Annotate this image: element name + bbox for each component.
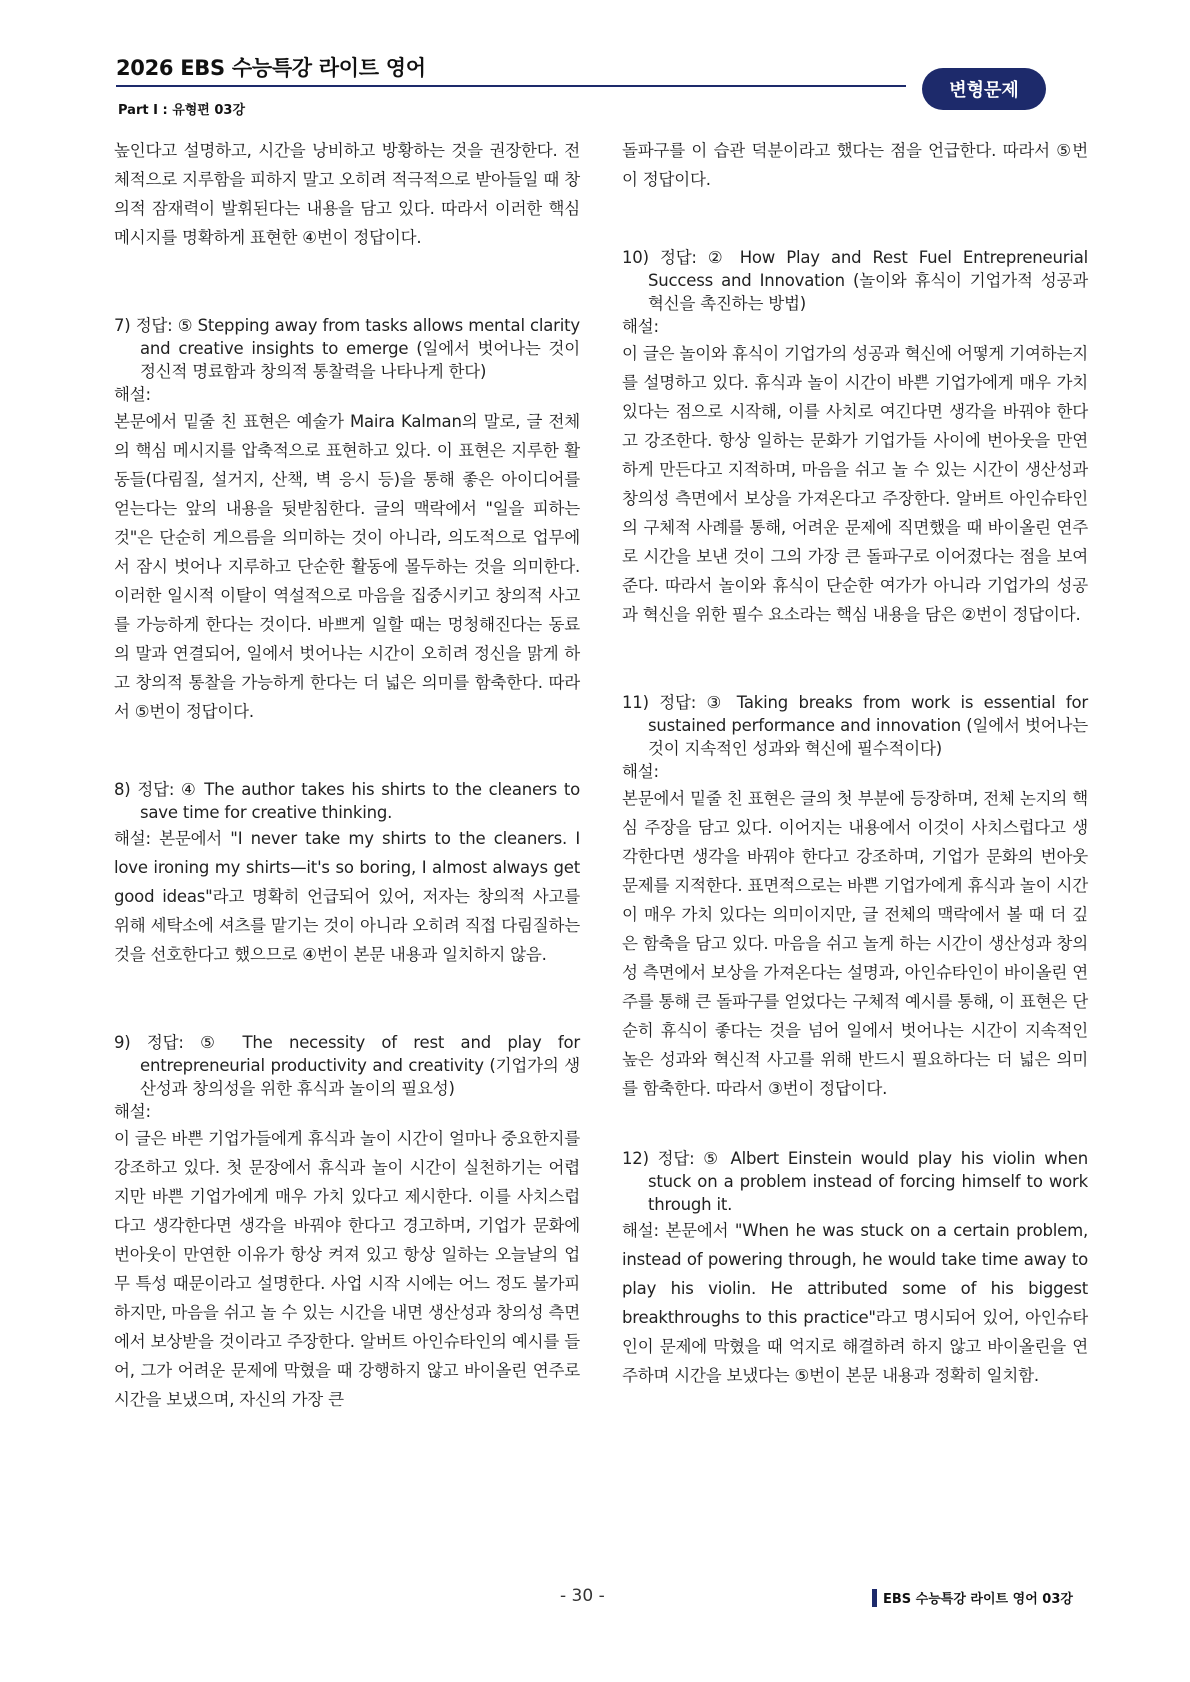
q7-explanation: 본문에서 밑줄 친 표현은 예술가 Maira Kalman의 말로, 글 전체의 핵심 메시지를 압축적으로 표현하고 있다. 이 표현은 지루한 활동들(다림질, 설거지, 산책, 벽 응시 등)을 통해 좋은 아이디어를 얻는다는 앞의 내용을 뒷받침한다. 글의 맥락에서 "일을 피하는 것"은 단순히 게으름을 의미하는 것이 아니라, 의도적으로 업무에서 잠시 벗어나 지루하고 단순한 활동에 몰두하는 것을 의미한다. 이러한 일시적 이탈이 역설적으로 마음을 집중시키고 창의적 사고를 가능하게 한다는 것이다. 바쁘게 일할 때는 멍청해진다는 동료의 말과 연결되어, 일에서 벗어나는 시간이 오히려 정신을 맑게 하고 창의적 통찰을 가능하게 한다는 더 넓은 의미를 함축한다. 따라서 ⑤번이 정답이다. <box>114 412 580 721</box>
footer-brand-text: EBS 수능특강 라이트 영어 03강 <box>883 1592 1073 1607</box>
q6-explanation-continued: 높인다고 설명하고, 시간을 낭비하고 방황하는 것을 권장한다. 전체적으로 지루함을 피하지 말고 오히려 적극적으로 받아들일 때 창의적 잠재력이 발휘된다는 내용을 담고 있다. 따라서 이러한 핵심 메시지를 명확하게 표현한 ④번이 정답이다. <box>114 141 580 247</box>
page-number: - 30 - <box>560 1586 605 1606</box>
header-subtitle: Part Ⅰ : 유형편 03강 <box>118 103 246 118</box>
q10-explanation-label: 해설: <box>622 317 659 336</box>
q11-explanation-label: 해설: <box>622 762 659 781</box>
q8-answer: 8) 정답: ④ The author takes his shirts to the cleaners to save time for creative thinking. <box>114 780 580 822</box>
right-column <box>622 136 1088 1390</box>
q7-explanation-label: 해설: <box>114 385 151 404</box>
q9-explanation: 이 글은 바쁜 기업가들에게 휴식과 놀이 시간이 얼마나 중요한지를 강조하고 있다. 첫 문장에서 휴식과 놀이 시간이 실천하기는 어렵지만 바쁜 기업가에게 매우 가치 있다고 제시한다. 이를 사치스럽다고 생각한다면 생각을 바꿔야 한다고 경고하며, 기업가 문화에 번아웃이 만연한 이유가 항상 켜져 있고 항상 일하는 오늘날의 업무 특성 때문이라고 설명한다. 사업 시작 시에는 어느 정도 불가피하지만, 마음을 쉬고 놀 수 있는 시간을 내면 생산성과 창의성 측면에서 보상받을 것이라고 주장한다. 알버트 아인슈타인의 예시를 들어, 그가 어려운 문제에 막혔을 때 강행하지 않고 바이올린 연주로 시간을 보냈으며, 자신의 가장 큰 <box>114 1129 580 1409</box>
header-divider <box>116 85 906 87</box>
q8-explanation: 해설: 본문에서 "I never take my shirts to the cleaners. I love ironing my shirts—it's so boring, I almost always get good ideas"라고 명확히 언급되어 있어, 저자는 창의적 사고를 위해 세탁소에 셔츠를 맡기는 것이 아니라 오히려 직접 다림질하는 것을 선호한다고 했으므로 ④번이 본문 내용과 일치하지 않음. <box>114 829 580 964</box>
left-column <box>114 136 580 1414</box>
footer-brand <box>872 1588 1073 1607</box>
footer-bar-icon <box>872 1589 877 1607</box>
q9-explanation-label: 해설: <box>114 1102 151 1121</box>
q9-answer: 9) 정답: ⑤ The necessity of rest and play for entrepreneurial productivity and creativity (기업가의 생산성과 창의성을 위한 휴식과 놀이의 필요성) <box>114 1033 580 1098</box>
q11-explanation: 본문에서 밑줄 친 표현은 글의 첫 부분에 등장하며, 전체 논지의 핵심 주장을 담고 있다. 이어지는 내용에서 이것이 사치스럽다고 생각한다면 생각을 바꿔야 한다고 강조하며, 기업가 문화의 번아웃 문제를 지적한다. 표면적으로는 바쁜 기업가에게 휴식과 놀이 시간이 매우 가치 있다는 의미이지만, 글 전체의 맥락에서 볼 때 더 깊은 함축을 담고 있다. 마음을 쉬고 놀게 하는 시간이 생산성과 창의성 측면에서 보상을 가져온다는 설명과, 아인슈타인이 바이올린 연주를 통해 큰 돌파구를 얻었다는 구체적 예시를 통해, 이 표현은 단순히 휴식이 좋다는 것을 넘어 일에서 벗어나는 시간이 지속적인 높은 성과와 혁신적 사고를 위해 반드시 필요하다는 더 넓은 의미를 함축한다. 따라서 ③번이 정답이다. <box>622 789 1088 1098</box>
q11-answer: 11) 정답: ③ Taking breaks from work is essential for sustained performance and innovation (일에서 벗어나는 것이 지속적인 성과와 혁신에 필수적이다) <box>622 693 1088 758</box>
q7-answer: 7) 정답: ⑤ Stepping away from tasks allows mental clarity and creative insights to emerge (일에서 벗어나는 것이 정신적 명료함과 창의적 통찰력을 나타나게 한다) <box>114 316 580 381</box>
header-title: 2026 EBS 수능특강 라이트 영어 <box>116 56 426 80</box>
q10-explanation: 이 글은 놀이와 휴식이 기업가의 성공과 혁신에 어떻게 기여하는지를 설명하고 있다. 휴식과 놀이 시간이 바쁜 기업가에게 매우 가치 있다는 점으로 시작해, 이를 사치로 여긴다면 생각을 바꿔야 한다고 강조한다. 항상 일하는 문화가 기업가들 사이에 번아웃을 만연하게 만든다고 지적하며, 마음을 쉬고 놀 수 있는 시간이 생산성과 창의성 측면에서 보상을 가져온다고 주장한다. 알버트 아인슈타인의 구체적 사례를 통해, 어려운 문제에 직면했을 때 바이올린 연주로 시간을 보낸 것이 그의 가장 큰 돌파구로 이어졌다는 점을 보여준다. 따라서 놀이와 휴식이 단순한 여가가 아니라 기업가의 성공과 혁신을 위한 필수 요소라는 핵심 내용을 담은 ②번이 정답이다. <box>622 344 1088 624</box>
q12-answer: 12) 정답: ⑤ Albert Einstein would play his violin when stuck on a problem instead of forcing himself to work through it. <box>622 1149 1088 1214</box>
variant-problem-badge: 변형문제 <box>922 68 1046 110</box>
q10-answer: 10) 정답: ② How Play and Rest Fuel Entrepreneurial Success and Innovation (놀이와 휴식이 기업가적 성공과 혁신을 촉진하는 방법) <box>622 248 1088 313</box>
q12-explanation: 해설: 본문에서 "When he was stuck on a certain problem, instead of powering through, he would take time away to play his violin. He attributed some of his biggest breakthroughs to this practice"라고 명시되어 있어, 아인슈타인이 문제에 막혔을 때 억지로 해결하려 하지 않고 바이올린을 연주하며 시간을 보냈다는 ⑤번이 본문 내용과 정확히 일치함. <box>622 1221 1088 1385</box>
q9-explanation-continued: 돌파구를 이 습관 덕분이라고 했다는 점을 언급한다. 따라서 ⑤번이 정답이다. <box>622 141 1088 189</box>
